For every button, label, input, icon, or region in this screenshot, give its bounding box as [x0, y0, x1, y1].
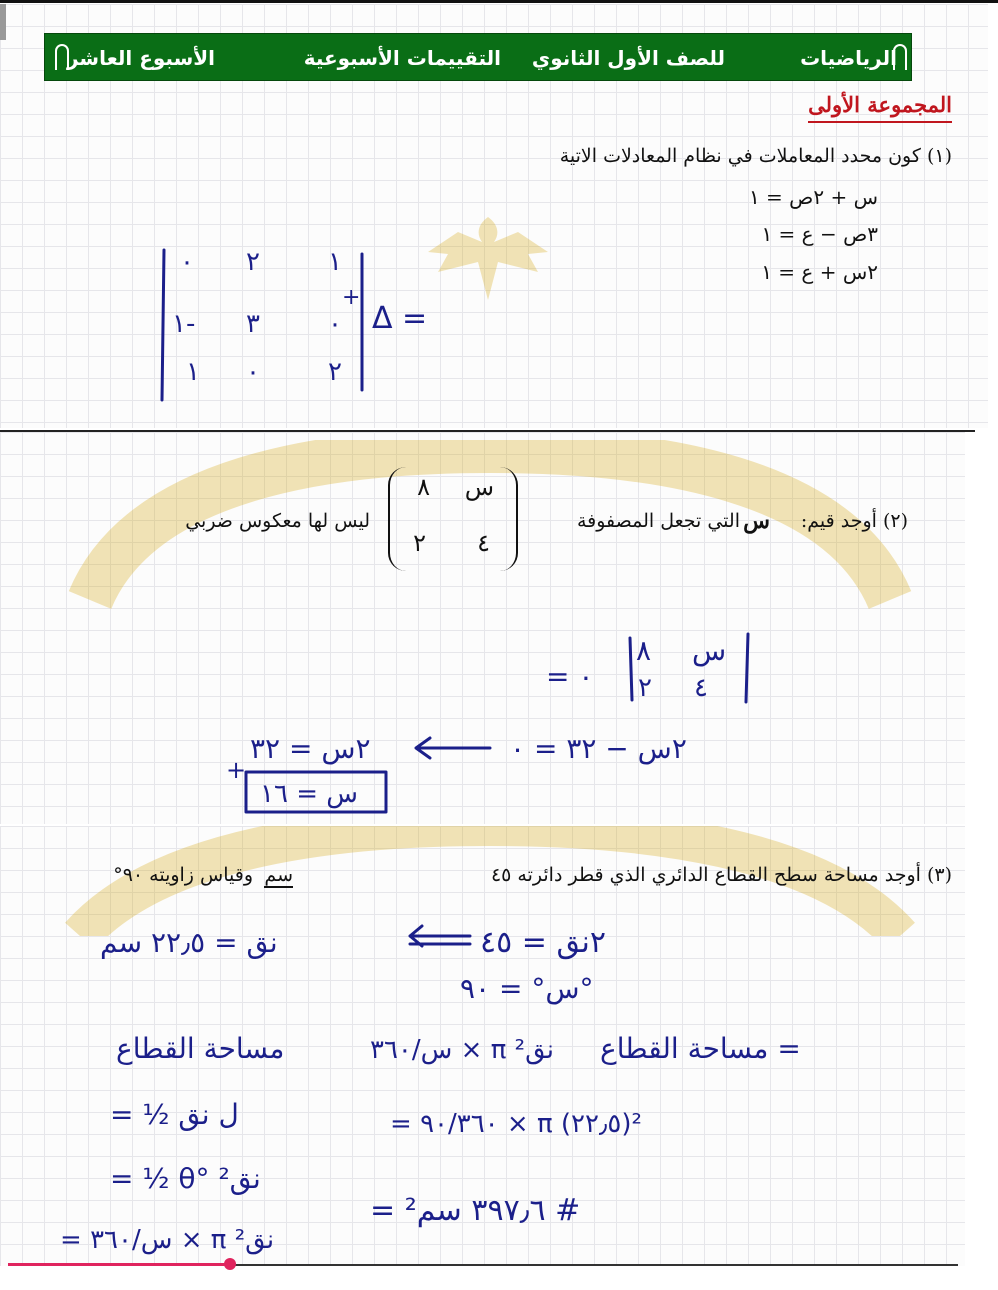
- q2-matrix-paren-left: [388, 467, 406, 571]
- q2-work-m21: ٤: [694, 673, 708, 703]
- q2-matrix-paren-right: [500, 467, 518, 571]
- q1-m-2-2: ٣: [246, 309, 260, 339]
- assessments-label: التقييمات الأسبوعية: [303, 46, 501, 70]
- q3-work-alt-title: مساحة القطاع: [116, 1032, 285, 1065]
- q1-equation-1: س + ٢ص = ١: [748, 185, 878, 209]
- q1-m-3-3: ١: [186, 357, 200, 387]
- q3-handwritten-work: [40, 900, 860, 1260]
- q1-m-3-2: ٠: [246, 357, 260, 387]
- q2-work-step1: ٢س − ٣٢ = ٠: [510, 732, 687, 765]
- q1-plus-sign: +: [342, 285, 361, 310]
- q1-equation-2: ٣ص − ع = ١: [761, 222, 878, 246]
- q2-text-end: ليس لها معكوس ضربي: [185, 510, 370, 532]
- q2-m-1-1: س: [464, 473, 494, 501]
- section-divider: [0, 430, 975, 432]
- q3-work-alt-2: = ½ θ° نق²: [110, 1162, 261, 1195]
- group-title: المجموعة الأولى: [808, 92, 952, 123]
- subject-label: الرياضيات: [800, 46, 897, 70]
- q3-work-sub: = ٩٠/٣٦٠ × π (٢٢٫٥)²: [390, 1109, 642, 1139]
- q1-m-3-1: ٢: [328, 357, 342, 387]
- q1-m-1-2: ٢: [246, 247, 260, 277]
- q1-m-1-3: ٠: [180, 247, 194, 277]
- q3-work-r2: نق = ٢٢٫٥ سم: [100, 926, 278, 959]
- banner-cap-left: [55, 44, 69, 70]
- q3-text-start: (٣) أوجد مساحة سطح القطاع الدائري الذي قطر دائرته ٤٥: [490, 864, 952, 886]
- header-banner: [44, 33, 912, 81]
- q3-unit: سم: [264, 864, 293, 886]
- q2-text-mid: التي تجعل المصفوفة: [576, 510, 740, 532]
- top-border: [0, 0, 998, 3]
- video-progress-handle[interactable]: [224, 1258, 236, 1270]
- q2-variable: س: [743, 508, 770, 534]
- q2-handwritten-work: [220, 620, 780, 820]
- q2-work-det-result: = ٠: [546, 660, 594, 693]
- q1-equation-3: ٢س + ع = ١: [761, 260, 878, 284]
- q3-work-result: = ٣٩٧٫٦ سم² #: [370, 1193, 581, 1228]
- q2-label: (٢) أوجد قيم:: [800, 510, 908, 532]
- q3-work-alt-3: = س/٣٦٠ × π نق²: [60, 1225, 275, 1255]
- q3-work-alt-1: = ½ ل نق: [110, 1098, 239, 1131]
- q3-arrow-icon: [410, 926, 470, 946]
- q2-m-2-2: ٢: [413, 529, 426, 557]
- q1-text: (١) كون محدد المعاملات في نظام المعادلات الاتية: [559, 145, 952, 167]
- q2-matrix: [388, 465, 518, 575]
- q3-work-r1: ٢نق = ٤٥: [480, 925, 606, 960]
- video-progress-fill: [8, 1263, 230, 1266]
- q1-handwritten-determinant: [150, 240, 440, 410]
- left-scroll-marker: [0, 4, 6, 40]
- q3-text-end: وقياس زاويته ٩٠°: [113, 864, 253, 886]
- q1-m-2-1: ٠: [328, 309, 342, 339]
- q1-m-2-3: ١-: [172, 309, 196, 339]
- q2-work-m12: ٨: [636, 634, 652, 667]
- grade-label: للصف الأول الثانوي: [531, 46, 725, 70]
- q2-work-answer: س = ١٦: [260, 779, 358, 809]
- q2-work-m11: س: [692, 634, 727, 667]
- q1-m-1-1: ١: [328, 247, 342, 277]
- banner-cap-right: [893, 44, 907, 70]
- q2-arrow-icon: [416, 738, 490, 758]
- q2-m-1-2: ٨: [417, 473, 430, 501]
- week-label: الأسبوع العاشر: [66, 46, 215, 70]
- q2-work-m22: ٢: [638, 673, 652, 703]
- q2-work-step2: ٢س = ٣٢: [250, 732, 371, 765]
- q1-delta: Δ =: [372, 301, 428, 336]
- q2-m-2-1: ٤: [477, 529, 490, 557]
- q3-work-formula-right: س/٣٦٠ × π نق²: [370, 1035, 554, 1065]
- q3-work-formula-left: مساحة القطاع =: [600, 1032, 801, 1065]
- q2-plus-sign: +: [226, 756, 247, 784]
- q3-work-angle: س° = ٩٠°: [460, 972, 594, 1005]
